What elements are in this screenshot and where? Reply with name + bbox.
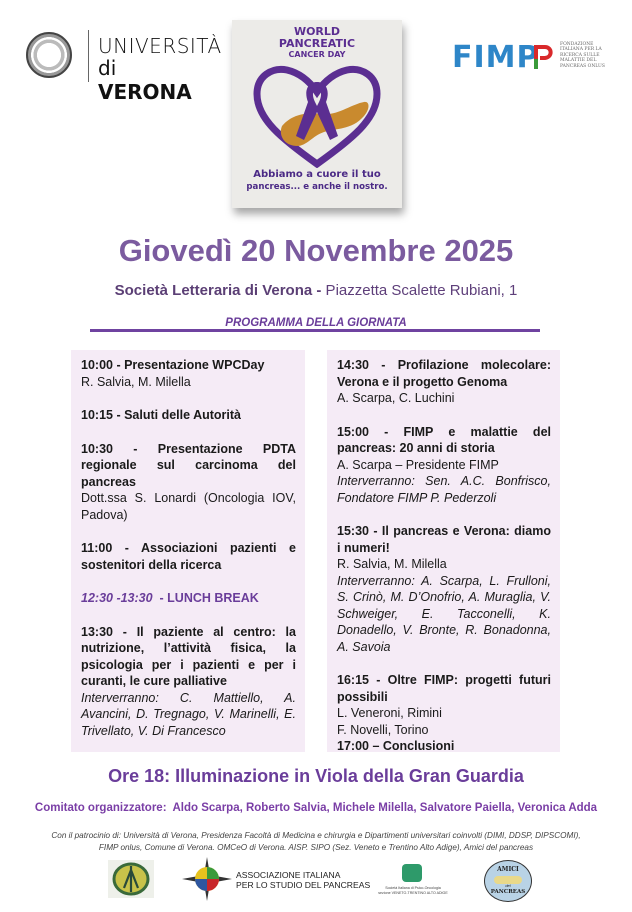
programme-item — [337, 672, 551, 755]
sipo-emblem-icon — [402, 864, 422, 882]
aisp-name — [236, 870, 370, 890]
university-verona: VERONA — [98, 80, 192, 104]
item-speaker-line: L. Veneroni, Rimini — [337, 706, 442, 720]
item-title: 10:00 - Presentazione WPCDay — [81, 358, 265, 372]
fimp-wordmark: FIMP — [452, 40, 540, 75]
university-of-verona-logo — [26, 26, 222, 104]
aisp-name-line1: ASSOCIAZIONE ITALIANA — [236, 870, 341, 880]
aisp-compass-emblem-icon — [182, 857, 232, 901]
programme-item — [81, 540, 296, 573]
item-title: 10:30 - Presentazione PDTA regionale sul carcinoma del pancreas — [81, 441, 296, 489]
sipo-logo — [378, 864, 448, 900]
item-title: 16:15 - Oltre FIMP: progetti futuri possibili — [337, 673, 551, 704]
wpcd-title-line2: PANCREATIC — [278, 37, 356, 50]
item-speakers: A. Scarpa – Presidente FIMP — [337, 457, 499, 472]
item-title: 10:15 - Saluti delle Autorità — [81, 408, 241, 422]
patronage-text — [20, 830, 612, 854]
patronage-line1: Con il patrocinio di: Università di Verona, Presidenza Facoltà di Medicina e chirurgia e Dipartimenti universitari coinvolti (DIMI, DDSP, DIPSCOMI), — [51, 831, 581, 840]
programme-item — [81, 357, 296, 390]
illumination-announcement: Ore 18: Illuminazione in Viola della Gran Guardia — [108, 766, 524, 786]
programme-item — [337, 523, 551, 655]
heading-divider — [90, 329, 540, 332]
item-title: 14:30 - Profilazione molecolare: Verona e il progetto Genoma — [337, 358, 551, 389]
amici-mid-text: del — [505, 883, 511, 888]
university-name-line1: UNIVERSITÀ — [98, 34, 222, 58]
programme-item — [81, 624, 296, 740]
event-date: Giovedì 20 Novembre 2025 — [118, 233, 514, 268]
patronage-line2: FIMP onlus, Comune di Verona. OMCeO di Verona. AISP. SIPO (Sez. Veneto e Trentino Alto Adige), Amici del pancreas — [98, 843, 534, 852]
venue-address: Piazzetta Scalette Rubiani, 1 — [321, 282, 518, 299]
item-speakers-italic: Interverranno: A. Scarpa, L. Frulloni, S. Crinò, M. D’Onofrio, A. Muraglia, V. Schweiger, E. Tacconelli, K. Donadello, V. Bronte, R. Bonadonna, A. Savoia — [337, 573, 551, 654]
closing-item: 17:00 – Conclusioni — [337, 739, 455, 753]
aisp-logo — [182, 857, 371, 901]
event-venue — [0, 282, 632, 299]
university-seal-icon — [26, 32, 72, 78]
amici-top-text: AMICI — [497, 866, 519, 873]
organizing-committee: Comitato organizzatore: Aldo Scarpa, Roberto Salvia, Michele Milella, Salvatore Paiella, Veronica Adda — [34, 802, 598, 814]
world-pancreatic-cancer-day-card — [232, 20, 402, 208]
caduceus-emblem-icon — [108, 860, 154, 898]
wpcd-title-line3: CANCER DAY — [288, 50, 346, 59]
item-speakers: R. Salvia, M. Milella — [81, 374, 191, 389]
wpcd-title-line1: WORLD — [293, 25, 341, 38]
fimp-logo — [452, 40, 612, 80]
item-title: 11:00 - Associazioni pazienti e sostenitori della ricerca — [81, 541, 296, 572]
venue-name: Società Letteraria di Verona - — [114, 282, 322, 299]
programme-left-column — [71, 350, 305, 752]
amici-del-pancreas-logo — [484, 860, 532, 902]
heart-ribbon-pancreas-icon — [252, 64, 382, 168]
sipo-caption-line2: sezione VENETO-TRENTINO ALTO ADIGE — [378, 890, 448, 895]
item-speakers: A. Scarpa, C. Luchini — [337, 391, 455, 405]
item-speaker-line: F. Novelli, Torino — [337, 722, 429, 737]
fimp-subtitle: FONDAZIONE ITALIANA PER LA RICERCA SULLE MALATTIE DEL PANCREAS ONLUS — [560, 42, 605, 69]
amici-bottom-text: PANCREAS — [490, 889, 526, 895]
lunch-break — [81, 590, 296, 607]
wpcd-slogan-line2: pancreas... e anche il nostro. — [246, 182, 388, 192]
programme-item — [337, 357, 551, 407]
university-name-line2 — [98, 56, 206, 104]
item-speakers-italic: Interverranno: C. Mattiello, A. Avancini, D. Tregnago, V. Marinelli, E. Trivellato, V. Di Francesco — [81, 690, 296, 738]
programme-right-column — [327, 350, 560, 752]
logo-divider — [88, 30, 89, 82]
omceo-logo — [108, 860, 154, 898]
sipo-caption — [378, 886, 448, 895]
item-speakers: R. Salvia, M. Milella — [337, 557, 447, 571]
programme-item — [81, 441, 296, 524]
item-speakers-italic: Interverranno: Sen. A.C. Bonfrisco, Fondatore FIMP P. Pederzoli — [337, 474, 551, 505]
fimp-p-icon — [532, 43, 554, 71]
wpcd-slogan-line1: Abbiamo a cuore il tuo — [253, 169, 381, 180]
programme-item — [337, 424, 551, 507]
sipo-caption-line1: Società Italiana di Psico-Oncologia — [385, 886, 441, 890]
programme-item — [81, 407, 296, 424]
programme-heading: PROGRAMMA DELLA GIORNATA — [225, 317, 407, 329]
aisp-name-line2: PER LO STUDIO DEL PANCREAS — [236, 880, 371, 890]
lunch-time: 12:30 -13:30 — [81, 591, 153, 605]
university-di: di — [98, 56, 117, 80]
item-title: 15:30 - Il pancreas e Verona: diamo i numeri! — [337, 524, 551, 555]
item-speakers: Dott.ssa S. Lonardi (Oncologia IOV, Padova) — [81, 491, 296, 522]
lunch-label: - LUNCH BREAK — [152, 591, 259, 605]
item-title: 13:30 - Il paziente al centro: la nutrizione, l’attività fisica, la psicologia per i pazienti e per i curanti, le cure palliative — [81, 624, 296, 688]
item-title: 15:00 - FIMP e malattie del pancreas: 20 anni di storia — [337, 424, 551, 455]
